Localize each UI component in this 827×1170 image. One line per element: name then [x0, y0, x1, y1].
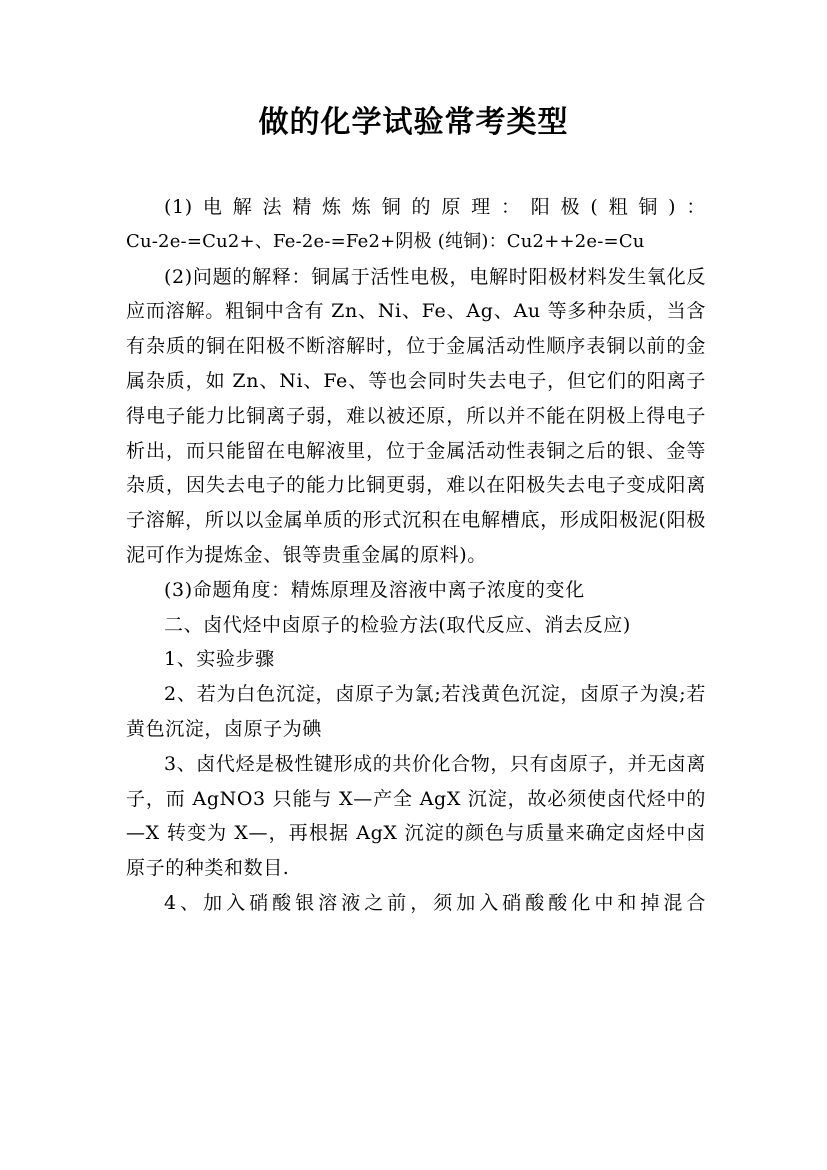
paragraph-step-four: 4、加入硝酸银溶液之前，须加入硝酸酸化中和掉混合: [164, 891, 706, 914]
document-body: [126, 190, 706, 921]
paragraph-electrolysis-principle: (1)电解法精炼炼铜的原理：阳极(粗铜)：: [164, 196, 706, 218]
paragraph-question-angle: (3)命题角度：精炼原理及溶液中离子浓度的变化: [164, 578, 585, 601]
paragraph-electrode-equations: Cu-2e-=Cu2+、Fe-2e-=Fe2+阴极 (纯铜)：Cu2++2e-=Cu: [126, 230, 645, 252]
paragraph-step-one: 1、实验步骤: [164, 648, 275, 671]
paragraph-step-two: 2、若为白色沉淀，卤原子为氯;若浅黄色沉淀，卤原子为溴;若黄色沉淀，卤原子为碘: [126, 683, 706, 740]
paragraph-section-two-heading: 二、卤代烃中卤原子的检验方法(取代反应、消去反应): [164, 613, 631, 636]
paragraph-problem-explanation: (2)问题的解释：铜属于活性电极，电解时阳极材料发生氧化反应而溶解。粗铜中含有 Zn、Ni、Fe、Ag、Au 等多种杂质，当含有杂质的铜在阳极不断溶解时，位于金属活动性顺序表铜以前的金属杂质，如 Zn、Ni、Fe、等也会同时失去电子，但它们的阳离子得电子能力比铜离子弱，难以被还原，所以并不能在阴极上得电子析出，而只能留在电解液里，位于金属活动性表铜之后的银、金等杂质，因失去电子的能力比铜更弱，难以在阳极失去电子变成阳离子溶解，所以以金属单质的形式沉积在电解槽底，形成阳极泥(阳极泥可作为提炼金、银等贵重金属的原料)。: [126, 265, 706, 566]
document-title: 做的化学试验常考类型: [258, 105, 569, 140]
paragraph-step-three: 3、卤代烃是极性键形成的共价化合物，只有卤原子，并无卤离子，而 AgNO3 只能与 X—产全 AgX 沉淀，故必须使卤代烃中的—X 转变为 X—，再根据 AgX 沉淀的颜色与质量来确定卤烃中卤原子的种类和数目.: [126, 752, 706, 880]
